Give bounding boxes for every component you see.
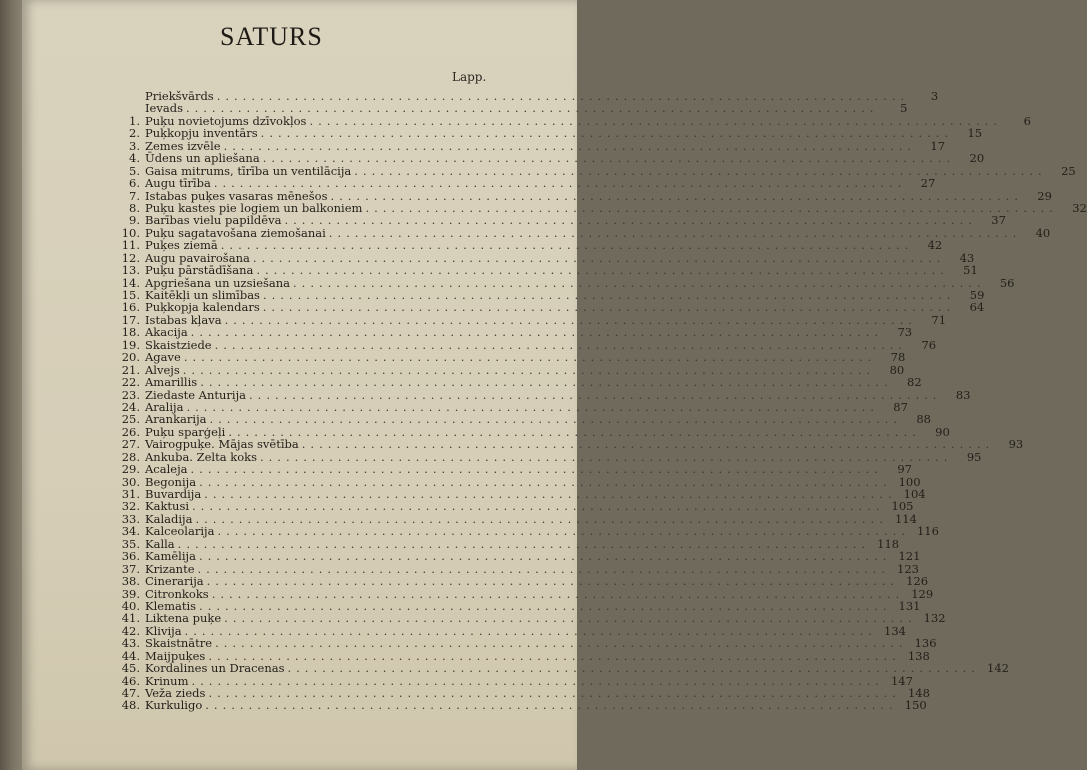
- entry-page-number: 83: [955, 387, 971, 402]
- entry-title: Klematis: [145, 598, 197, 613]
- entry-page-number: 93: [1008, 437, 1024, 452]
- dot-leader: ................................................................................: [190, 462, 883, 477]
- table-of-contents: [112, 89, 1087, 713]
- entry-number: 44.: [121, 648, 140, 663]
- entry-page-number: 104: [903, 487, 926, 501]
- entry-number: 37.: [121, 561, 140, 576]
- entry-title: Barības vielu papildēva: [145, 213, 282, 228]
- entry-number: 2.: [129, 126, 140, 141]
- toc-entry: [112, 524, 939, 539]
- entry-number: 33.: [121, 511, 140, 526]
- toc-entry: [112, 574, 929, 589]
- toc-entry: [112, 462, 912, 477]
- entry-title: Klivija: [145, 623, 182, 638]
- entry-number: 21.: [121, 362, 140, 377]
- dot-leader: ................................................................................: [354, 163, 1047, 178]
- page-title: SATURS: [220, 22, 323, 51]
- entry-title: Liktena puķe: [145, 611, 222, 626]
- dot-leader: ................................................................................: [262, 288, 956, 302]
- dot-leader: ................................................................................: [217, 524, 910, 539]
- entry-page-number: 6: [1023, 113, 1031, 128]
- entry-page-number: 123: [897, 561, 919, 576]
- entry-number: 8.: [129, 200, 140, 215]
- dot-leader: ................................................................................: [204, 487, 897, 501]
- dot-leader: ................................................................................: [177, 536, 871, 551]
- entry-title: Priekšvārds: [145, 89, 214, 103]
- toc-entry: [112, 126, 983, 141]
- entry-number: 19.: [121, 337, 140, 352]
- entry-title: Arankarija: [145, 412, 207, 427]
- entry-number: 14.: [121, 275, 140, 290]
- entry-page-number: 136: [914, 636, 937, 651]
- entry-title: Puķu novietojums dzīvokļos: [145, 113, 307, 128]
- entry-page-number: 105: [891, 499, 914, 514]
- entry-number: 20.: [121, 350, 140, 365]
- entry-page-number: 64: [969, 300, 985, 315]
- dot-leader: ................................................................................: [199, 474, 892, 489]
- entry-number: 6.: [129, 176, 140, 191]
- toc-entry: [112, 263, 978, 278]
- entry-page-number: 131: [898, 598, 921, 613]
- entry-number: 30.: [121, 474, 140, 489]
- dot-leader: ................................................................................: [309, 113, 1002, 128]
- entry-title: Kalceolarija: [145, 524, 215, 539]
- entry-page-number: 95: [966, 449, 982, 464]
- entry-number: 1.: [129, 113, 140, 128]
- entry-number: 38.: [121, 574, 140, 589]
- entry-page-number: 3: [930, 89, 939, 103]
- entry-page-number: 114: [894, 511, 917, 526]
- toc-entry: [112, 151, 985, 166]
- entry-number: 28.: [121, 449, 140, 464]
- toc-entry: [112, 499, 914, 514]
- entry-title: Kalla: [145, 536, 175, 551]
- entry-title: Akacija: [145, 325, 188, 340]
- entry-title: Kamēlija: [145, 549, 196, 564]
- entry-title: Istabas puķes vasaras mēnešos: [145, 188, 328, 203]
- entry-number: 10.: [121, 225, 140, 240]
- entry-number: 18.: [121, 325, 140, 340]
- dot-leader: ................................................................................: [301, 437, 995, 452]
- entry-page-number: 116: [916, 524, 939, 539]
- entry-title: Puķu kastes pie logiem un balkoniem: [145, 200, 363, 215]
- dot-leader: ................................................................................: [208, 648, 901, 663]
- dot-leader: ................................................................................: [224, 611, 917, 626]
- toc-entry: [112, 661, 1009, 676]
- dot-leader: ................................................................................: [262, 151, 956, 166]
- dot-leader: ................................................................................: [220, 238, 914, 253]
- entry-page-number: 134: [884, 623, 906, 638]
- entry-number: 24.: [121, 399, 140, 414]
- entry-page-number: 129: [911, 586, 934, 601]
- entry-page-number: 42: [927, 238, 943, 253]
- dot-leader: ................................................................................: [330, 188, 1023, 203]
- entry-number: 29.: [121, 462, 140, 477]
- entry-number: 15.: [121, 288, 140, 302]
- entry-page-number: 138: [907, 648, 930, 663]
- entry-page-number: 71: [931, 312, 947, 327]
- dot-leader: ................................................................................: [205, 698, 898, 713]
- entry-title: Begonija: [145, 474, 197, 489]
- toc-entry: [112, 611, 946, 626]
- dot-leader: ................................................................................: [252, 250, 946, 265]
- entry-page-number: 100: [898, 474, 921, 489]
- entry-page-number: 56: [999, 275, 1015, 290]
- entry-title: Buvardija: [145, 487, 202, 501]
- entry-page-number: 118: [877, 536, 900, 551]
- entry-title: Veža zieds: [145, 686, 206, 700]
- entry-page-number: 150: [904, 698, 927, 713]
- toc-entry: [112, 300, 985, 315]
- entry-number: 47.: [121, 686, 140, 700]
- entry-page-number: 29: [1037, 188, 1052, 203]
- entry-number: 31.: [121, 487, 140, 501]
- entry-page-number: 132: [923, 611, 946, 626]
- dot-leader: ................................................................................: [228, 424, 921, 439]
- dot-leader: ................................................................................: [206, 574, 900, 589]
- toc-entry: [112, 412, 931, 427]
- dot-leader: ................................................................................: [197, 561, 890, 576]
- entry-title: Amarillis: [145, 375, 198, 390]
- entry-number: 27.: [121, 437, 140, 452]
- entry-number: 4.: [129, 151, 140, 166]
- entry-title: Krinum: [145, 673, 189, 688]
- entry-page-number: 87: [893, 399, 908, 414]
- entry-title: Augu pavairošana: [145, 250, 250, 265]
- entry-title: Acaleja: [145, 462, 188, 477]
- dot-leader: ................................................................................: [215, 636, 908, 651]
- entry-title: Maijpuķes: [145, 648, 206, 663]
- dot-leader: ................................................................................: [213, 176, 907, 191]
- entry-number: 22.: [121, 375, 140, 390]
- entry-page-number: 25: [1061, 163, 1076, 178]
- entry-title: Alvejs: [145, 362, 180, 377]
- entry-page-number: 73: [897, 325, 913, 340]
- entry-title: Kurkuligo: [145, 698, 203, 713]
- entry-number: 48.: [121, 698, 140, 713]
- entry-number: 34.: [121, 524, 140, 539]
- entry-page-number: 76: [921, 337, 937, 352]
- entry-number: 13.: [121, 263, 140, 278]
- toc-entry: [112, 549, 921, 564]
- entry-page-number: 82: [907, 375, 922, 390]
- entry-number: 41.: [121, 611, 140, 626]
- entry-title: Ūdens un apliešana: [145, 151, 260, 166]
- entry-page-number: 147: [890, 673, 913, 688]
- entry-number: 42.: [121, 623, 140, 638]
- dot-leader: ................................................................................: [186, 399, 879, 414]
- entry-number: 36.: [121, 549, 140, 564]
- entry-title: Ziedaste Anturija: [145, 387, 247, 402]
- entry-number: 9.: [129, 213, 140, 228]
- entry-title: Krizante: [145, 561, 195, 576]
- entry-title: Kaitēkļi un slimības: [145, 288, 260, 302]
- entry-number: 39.: [121, 586, 140, 601]
- entry-title: Ievads: [145, 101, 183, 116]
- dot-leader: ................................................................................: [256, 263, 949, 278]
- entry-number: 17.: [121, 312, 140, 327]
- dot-leader: ................................................................................: [284, 213, 977, 228]
- entry-number: 16.: [121, 300, 140, 315]
- dot-leader: ................................................................................: [216, 89, 910, 103]
- entry-title: Puķkopju inventārs: [145, 126, 258, 141]
- entry-number: 7.: [129, 188, 140, 203]
- book-page: [22, 0, 1087, 770]
- entry-page-number: 40: [1035, 225, 1051, 240]
- toc-entry: [112, 101, 908, 116]
- toc-entry: [112, 698, 927, 713]
- entry-page-number: 43: [959, 250, 975, 265]
- entry-page-number: 142: [987, 661, 1009, 676]
- toc-entry: [112, 350, 906, 365]
- dot-leader: ................................................................................: [198, 549, 892, 564]
- entry-title: Zemes izvēle: [145, 138, 221, 153]
- dot-leader: ................................................................................: [223, 138, 917, 153]
- entry-page-number: 97: [897, 462, 912, 477]
- toc-entry: [112, 325, 913, 340]
- entry-title: Cinerarija: [145, 574, 204, 589]
- toc-entry: [112, 176, 936, 191]
- dot-leader: ................................................................................: [195, 511, 888, 526]
- entry-number: 25.: [121, 412, 140, 427]
- entry-page-number: 148: [907, 686, 930, 700]
- dot-leader: ................................................................................: [190, 325, 884, 340]
- entry-number: 12.: [121, 250, 140, 265]
- entry-page-number: 17: [930, 138, 946, 153]
- dot-leader: ................................................................................: [260, 126, 954, 141]
- entry-title: Skaistziede: [145, 337, 212, 352]
- entry-title: Augu tīrība: [145, 176, 211, 191]
- toc-entry: [112, 375, 922, 390]
- dot-leader: ................................................................................: [199, 598, 892, 613]
- dot-leader: ................................................................................: [293, 275, 986, 290]
- dot-leader: ................................................................................: [208, 686, 901, 700]
- dot-leader: ................................................................................: [200, 375, 893, 390]
- entry-page-number: 15: [967, 126, 983, 141]
- entry-title: Citronkoks: [145, 586, 209, 601]
- entry-title: Skaistnātre: [145, 636, 213, 651]
- entry-title: Puķu pārstādīšana: [145, 263, 254, 278]
- book-binding-shadow: [0, 0, 22, 770]
- dot-leader: ................................................................................: [191, 673, 884, 688]
- dot-leader: ................................................................................: [185, 101, 879, 116]
- entry-title: Ankuba. Zelta koks: [145, 449, 257, 464]
- dot-leader: ................................................................................: [249, 387, 942, 402]
- toc-entry: [112, 213, 1006, 228]
- dot-leader: ................................................................................: [182, 362, 876, 377]
- entry-number: 3.: [129, 138, 140, 153]
- entry-number: 32.: [121, 499, 140, 514]
- entry-number: 46.: [121, 673, 140, 688]
- dot-leader: ................................................................................: [262, 300, 956, 315]
- entry-page-number: 5: [900, 101, 908, 116]
- entry-title: Puķkopja kalendars: [145, 300, 260, 315]
- entry-title: Gaisa mitrums, tīrība un ventilācija: [145, 163, 352, 178]
- entry-number: 23.: [121, 387, 140, 402]
- entry-page-number: 88: [916, 412, 931, 427]
- entry-title: Agave: [145, 350, 181, 365]
- dot-leader: ................................................................................: [365, 200, 1058, 215]
- entry-number: 26.: [121, 424, 140, 439]
- dot-leader: ................................................................................: [287, 661, 980, 676]
- entry-number: 45.: [121, 661, 140, 676]
- entry-page-number: 37: [991, 213, 1006, 228]
- dot-leader: ................................................................................: [211, 586, 905, 601]
- entry-page-number: 59: [969, 288, 985, 302]
- entry-page-number: 32: [1072, 200, 1087, 215]
- toc-entry: [112, 238, 943, 253]
- entry-title: Puķu sparģeļi: [145, 424, 226, 439]
- entry-title: Kaktusi: [145, 499, 190, 514]
- entry-page-number: 121: [898, 549, 921, 564]
- entry-title: Kordalines un Dracenas: [145, 661, 285, 676]
- dot-leader: ................................................................................: [214, 337, 908, 352]
- page-column-header: Lapp.: [452, 70, 487, 84]
- dot-leader: ................................................................................: [192, 499, 885, 514]
- dot-leader: ................................................................................: [209, 412, 902, 427]
- entry-title: Istabas kļava: [145, 312, 222, 327]
- toc-entry: [112, 636, 937, 651]
- dot-leader: ................................................................................: [328, 225, 1022, 240]
- dot-leader: ................................................................................: [184, 623, 877, 638]
- entry-number: 35.: [121, 536, 140, 551]
- dot-leader: ................................................................................: [260, 449, 953, 464]
- entry-number: 5.: [129, 163, 140, 178]
- entry-title: Vairogpuķe. Mājas svētība: [145, 437, 299, 452]
- entry-page-number: 80: [889, 362, 905, 377]
- entry-title: Aralija: [145, 399, 184, 414]
- entry-page-number: 90: [935, 424, 950, 439]
- entry-page-number: 27: [920, 176, 936, 191]
- entry-page-number: 20: [969, 151, 985, 166]
- dot-leader: ................................................................................: [224, 312, 918, 327]
- entry-number: 11.: [121, 238, 140, 253]
- toc-entry: [112, 437, 1024, 452]
- entry-number: 43.: [121, 636, 140, 651]
- entry-title: Puķu sagatavošana ziemošanai: [145, 225, 326, 240]
- entry-title: Kaladija: [145, 511, 193, 526]
- entry-title: Puķes ziemā: [145, 238, 218, 253]
- entry-number: 40.: [121, 598, 140, 613]
- entry-page-number: 126: [906, 574, 929, 589]
- entry-title: Apgriešana un uzsiešana: [145, 275, 291, 290]
- entry-page-number: 51: [963, 263, 978, 278]
- dot-leader: ................................................................................: [183, 350, 877, 365]
- entry-page-number: 78: [890, 350, 906, 365]
